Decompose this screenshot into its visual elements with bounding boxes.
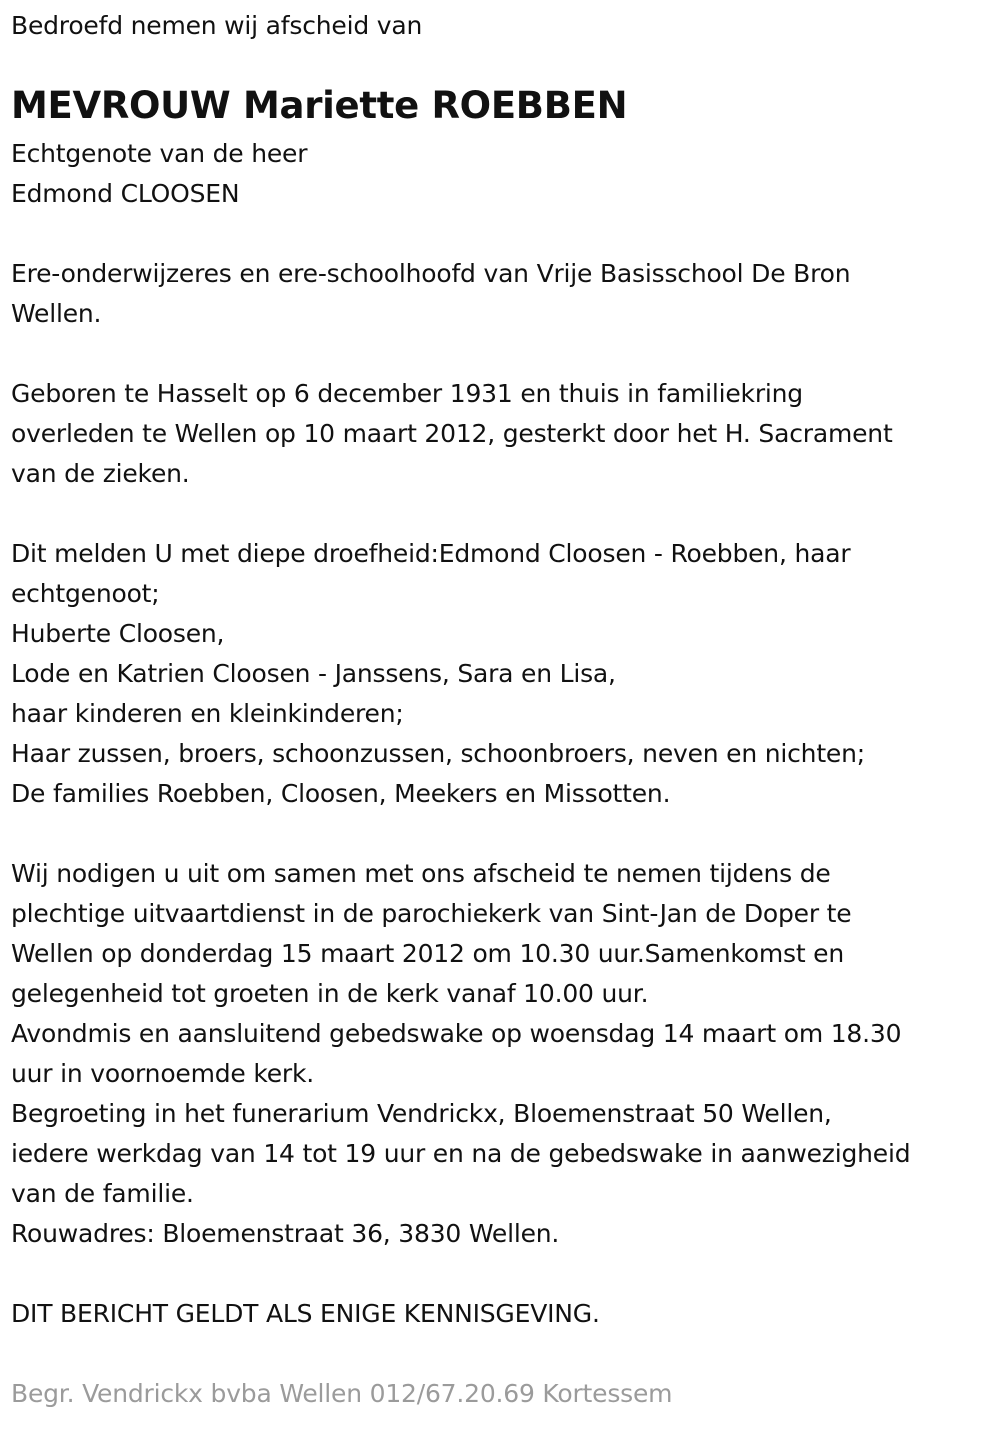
funeral-line: uur in voornoemde kerk. <box>11 1059 315 1088</box>
spouse-line: Echtgenote van de heer <box>11 139 308 168</box>
family-line: echtgenoot; <box>11 579 160 608</box>
career-line: Wellen. <box>11 299 102 328</box>
birth-death-line: van de zieken. <box>11 459 190 488</box>
notice-text: DIT BERICHT GELDT ALS ENIGE KENNISGEVING. <box>11 1299 600 1328</box>
funeral-director-footer: Begr. Vendrickx bvba Wellen 012/67.20.69 Kortessem <box>11 1379 673 1408</box>
family-line: haar kinderen en kleinkinderen; <box>11 699 404 728</box>
funeral-line: Begroeting in het funerarium Vendrickx, Bloemenstraat 50 Wellen, <box>11 1099 832 1128</box>
spouse-line: Edmond CLOOSEN <box>11 179 240 208</box>
funeral-line: Rouwadres: Bloemenstraat 36, 3830 Wellen. <box>11 1219 560 1248</box>
deceased-name: MEVROUW Mariette ROEBBEN <box>11 84 628 127</box>
birth-death-block <box>11 374 893 494</box>
family-line: Dit melden U met diepe droefheid:Edmond Cloosen - Roebben, haar <box>11 539 851 568</box>
family-line: De families Roebben, Cloosen, Meekers en Missotten. <box>11 779 671 808</box>
intro-text: Bedroefd nemen wij afscheid van <box>11 11 423 40</box>
career-block <box>11 254 850 334</box>
spouse-block <box>11 134 307 214</box>
family-line: Haar zussen, broers, schoonzussen, schoonbroers, neven en nichten; <box>11 739 865 768</box>
funeral-line: gelegenheid tot groeten in de kerk vanaf 10.00 uur. <box>11 979 649 1008</box>
career-line: Ere-onderwijzeres en ere-schoolhoofd van Vrije Basisschool De Bron <box>11 259 851 288</box>
funeral-line: Wellen op donderdag 15 maart 2012 om 10.30 uur.Samenkomst en <box>11 939 844 968</box>
funeral-line: iedere werkdag van 14 tot 19 uur en na de gebedswake in aanwezigheid <box>11 1139 911 1168</box>
family-line: Lode en Katrien Cloosen - Janssens, Sara en Lisa, <box>11 659 616 688</box>
funeral-line: van de familie. <box>11 1179 194 1208</box>
funeral-line: plechtige uitvaartdienst in de parochiekerk van Sint-Jan de Doper te <box>11 899 852 928</box>
family-line: Huberte Cloosen, <box>11 619 225 648</box>
funeral-block <box>11 854 910 1254</box>
funeral-line: Wij nodigen u uit om samen met ons afscheid te nemen tijdens de <box>11 859 831 888</box>
birth-death-line: Geboren te Hasselt op 6 december 1931 en thuis in familiekring <box>11 379 803 408</box>
funeral-line: Avondmis en aansluitend gebedswake op woensdag 14 maart om 18.30 <box>11 1019 902 1048</box>
family-block <box>11 534 865 814</box>
birth-death-line: overleden te Wellen op 10 maart 2012, gesterkt door het H. Sacrament <box>11 419 893 448</box>
